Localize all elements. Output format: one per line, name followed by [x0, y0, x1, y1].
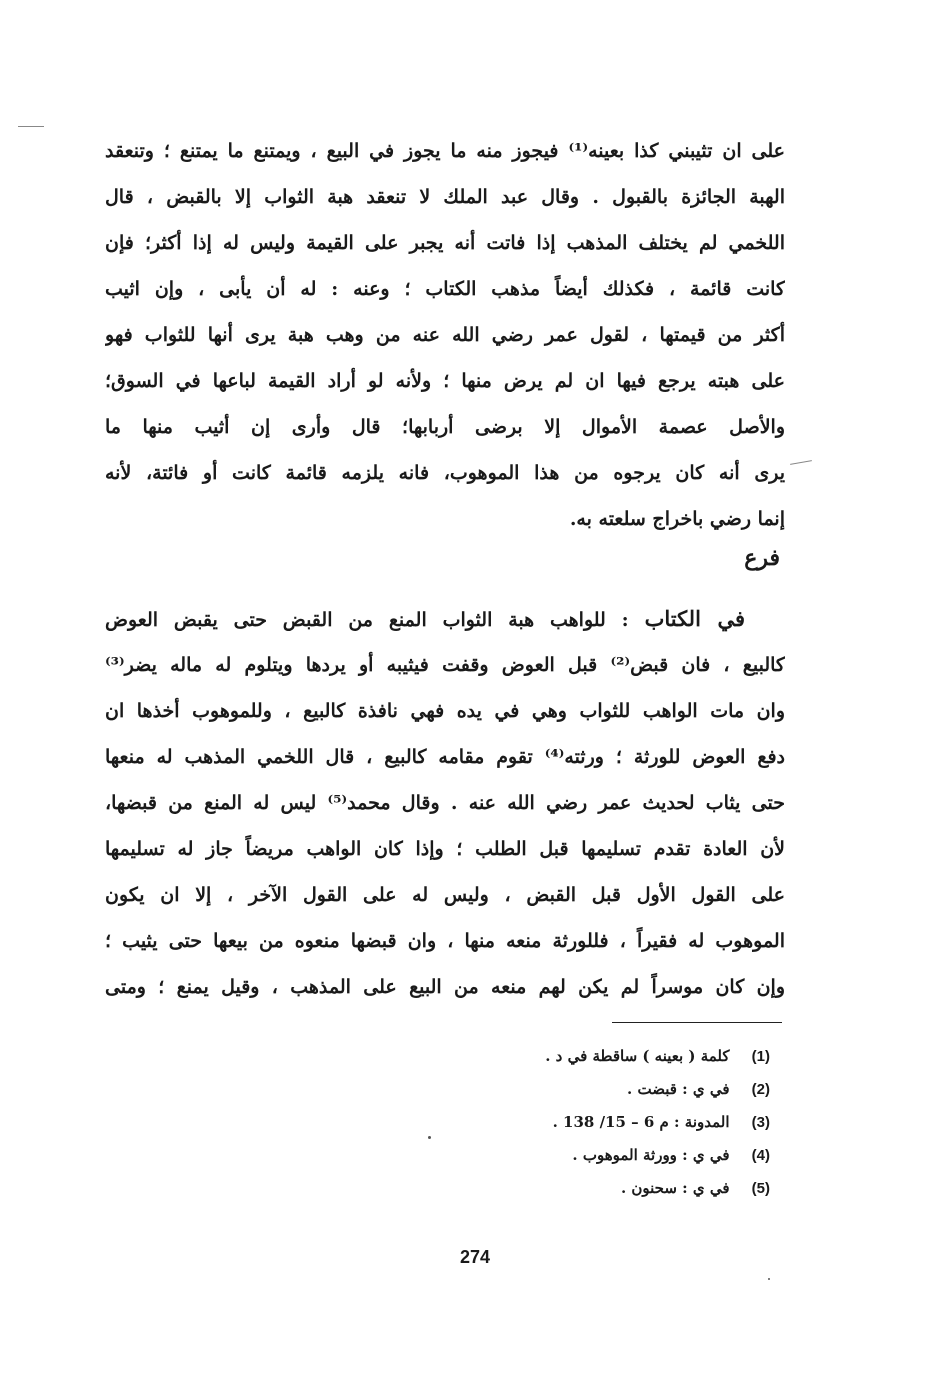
footnote — [545, 1139, 770, 1172]
footnote-text: في ي : وورثة الموهوب . — [572, 1146, 730, 1164]
footnote-number: (5) — [751, 1180, 770, 1197]
lead-word: في الكتاب — [644, 606, 745, 631]
text-line: كالبيع ، فان قبض⁽²⁾ قبل العوض وقفت فيثيبه أو يردها ويتلوم له ماله يضر⁽³⁾ — [105, 654, 785, 676]
footnote-divider — [612, 1022, 782, 1023]
text-line: إنما رضي باخراج سلعته به. — [569, 508, 785, 530]
text-line-rest: : للواهب هبة الثواب المنع من القبض حتى يقبض العوض — [105, 609, 645, 631]
text-line: والأصل عصمة الأموال إلا برضى أربابها؛ قال وأرى إن أثيب منها ما — [105, 416, 785, 438]
footnote — [545, 1073, 770, 1106]
footnote-text: كلمة ( بعينه ) ساقطة في د . — [545, 1047, 730, 1065]
text-line: وإن كان موسراً لم يكن لهم منعه من البيع على المذهب ، وقيل يمنع ؛ ومتى — [105, 976, 785, 998]
footnotes — [545, 1040, 770, 1205]
footnote-number: (2) — [751, 1081, 770, 1098]
paragraph-2 — [105, 596, 785, 1010]
text-line: حتى يثاب لحديث عمر رضي الله عنه . وقال محمد⁽⁵⁾ ليس له المنع من قبضها، — [105, 792, 785, 814]
footnote — [545, 1172, 770, 1205]
text-line: الموهوب له فقيراً ، فللورثة منعه منها ، وان قبضها منعوه من بيعها حتى يثيب ؛ — [105, 930, 785, 952]
paragraph-1 — [105, 128, 785, 542]
footnote-number: (4) — [751, 1147, 770, 1164]
text-line: على ان تثيبني كذا بعينه⁽¹⁾ فيجوز منه ما يجوز في البيع ، ويمتنع ما يمتنع ؛ وتنعقد — [105, 140, 785, 162]
scan-speck — [428, 1136, 431, 1139]
text-line: أكثر من قيمتها ، لقول عمر رضي الله عنه من وهب هبة يرى أنها للثواب فهو — [105, 324, 785, 346]
scan-mark-top-left — [18, 126, 44, 127]
text-line: يرى أنه كان يرجوه من هذا الموهوب، فانه يلزمه قائمة كانت أو فائتة، لأنه — [105, 462, 785, 484]
text-line: لأن العادة تقدم تسليمها قبل الطلب ؛ وإذا كان الواهب مريضاً جاز له تسليمها — [105, 838, 785, 860]
scan-mark-right — [790, 460, 812, 465]
text-line: اللخمي لم يختلف المذهب إذا فاتت أنه يجبر على القيمة وليس له إذا أكثر؛ فإن — [105, 232, 785, 254]
section-heading: فرع — [744, 545, 780, 571]
footnote-number: (3) — [751, 1114, 770, 1131]
footnote-text: المدونة : م 6 – 15/ 138 . — [552, 1113, 730, 1131]
text-line: على هبته يرجع فيها ان لم يرض منها ؛ ولأنه لو أراد القيمة لباعها في السوق؛ — [105, 370, 785, 392]
text-line: على القول الأول قبل القبض ، وليس له على القول الآخر ، إلا ان يكون — [105, 884, 785, 906]
text-line: دفع العوض للورثة ؛ ورثته⁽⁴⁾ تقوم مقامه كالبيع ، قال اللخمي المذهب له منعها — [105, 746, 785, 768]
footnote-number: (1) — [751, 1048, 770, 1065]
footnote — [545, 1040, 770, 1073]
scan-speck — [768, 1278, 770, 1280]
text-line — [105, 596, 785, 642]
footnote-text: في ي : سحنون . — [620, 1179, 730, 1197]
page-number: 274 — [459, 1247, 491, 1267]
text-line: الهبة الجائزة بالقبول . وقال عبد الملك لا تنعقد هبة الثواب إلا بالقبض ، قال — [105, 186, 785, 208]
footnote — [545, 1106, 770, 1139]
text-line: كانت قائمة ، فكذلك أيضاً مذهب الكتاب ؛ وعنه : له أن يأبى ، وإن اثيب — [105, 278, 785, 300]
footnote-text: في ي : قبضت . — [627, 1080, 730, 1098]
text-line: وان مات الواهب للثواب وهي في يده فهي نافذة كالبيع ، وللموهوب أخذها ان — [105, 700, 785, 722]
